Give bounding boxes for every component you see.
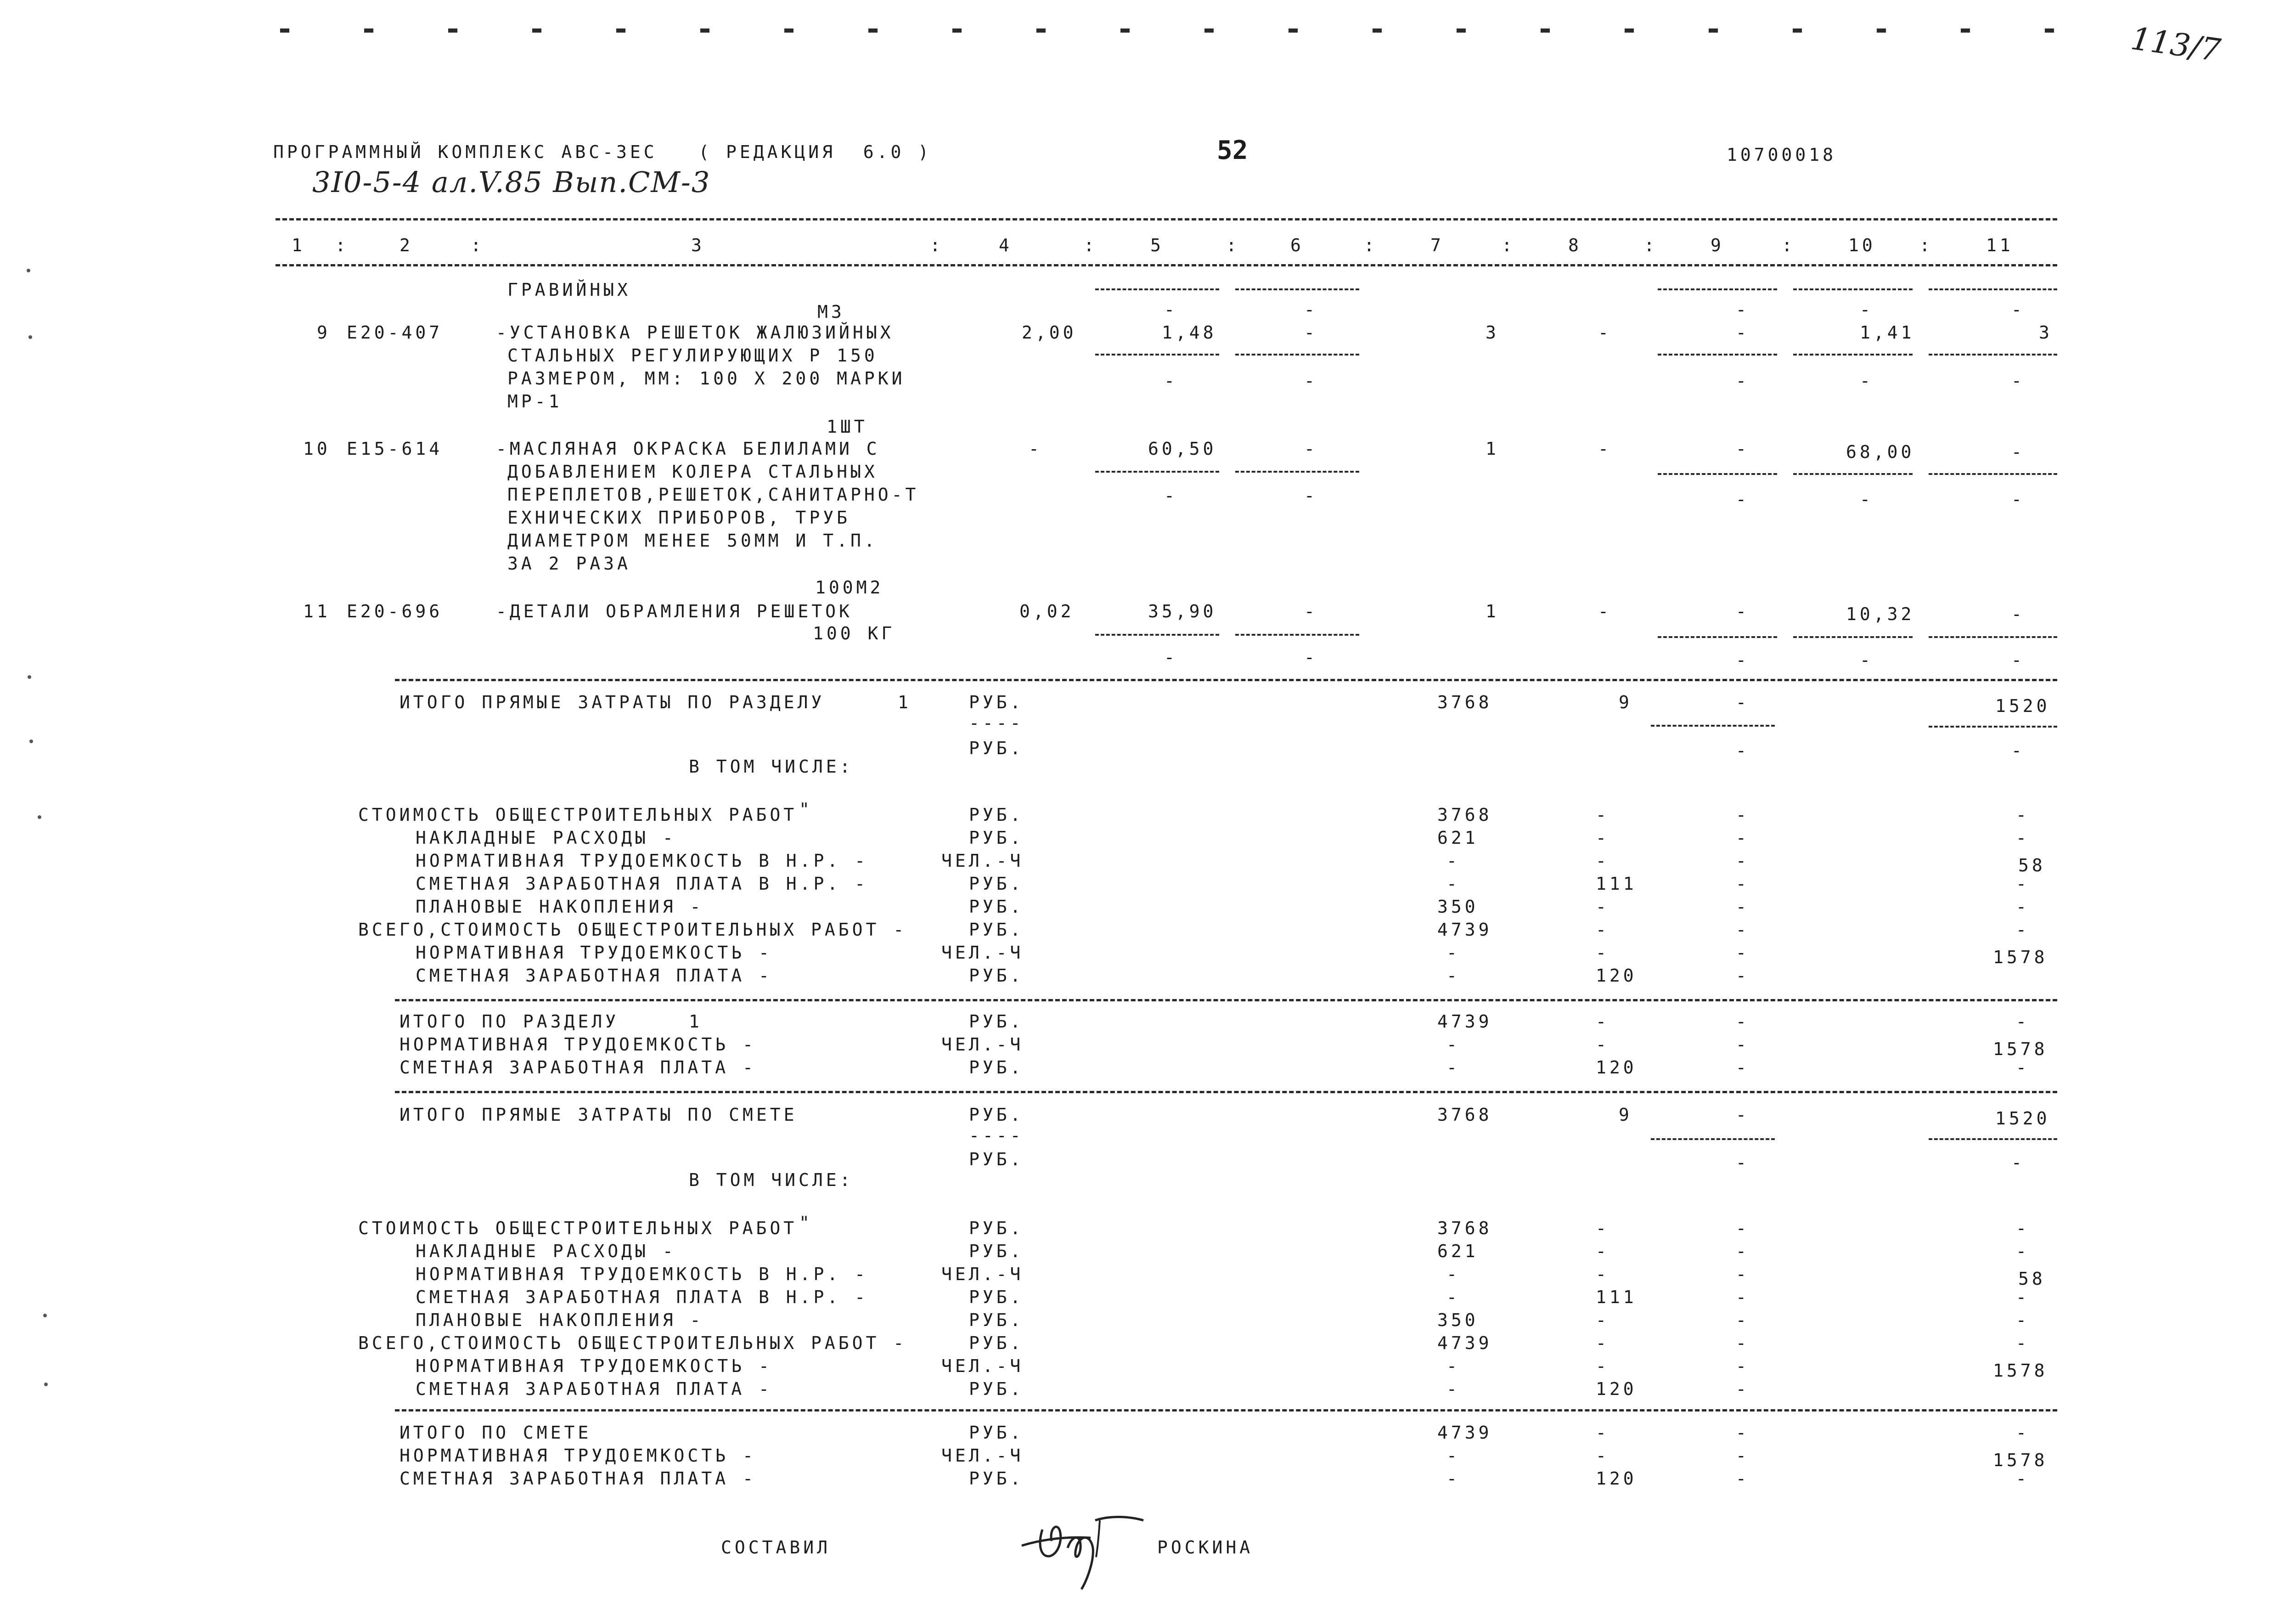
row-unit: М3 — [817, 302, 845, 322]
summary-value-c9: - — [1736, 805, 1750, 825]
summary-value-c7: 621 — [1437, 828, 1479, 848]
signature — [1017, 1502, 1155, 1594]
summary-unit: РУБ. — [969, 1310, 1024, 1330]
summary-unit: РУБ. — [969, 1287, 1024, 1307]
summary-value-c8: - — [1596, 1423, 1609, 1443]
top-mark — [1036, 28, 1046, 33]
summary-value-c9: - — [1736, 851, 1750, 871]
summary-label: СМЕТНАЯ ЗАРАБОТНАЯ ПЛАТА В Н.Р. - — [416, 1287, 868, 1307]
summary-value-c11: 1578 — [1993, 1450, 2048, 1470]
summary-value-c9: - — [1736, 1057, 1750, 1078]
top-mark — [2045, 28, 2054, 33]
program-header: ПРОГРАММНЫЙ КОМПЛЕКС АВС-3ЕС ( РЕДАКЦИЯ 6.0 ) — [273, 142, 932, 162]
summary-value-c8: - — [1596, 805, 1609, 825]
summary-value-c11: - — [2016, 1218, 2030, 1238]
summary-value-c11: - — [2016, 828, 2030, 848]
top-mark — [1709, 28, 1718, 33]
summary-value-c8: 120 — [1596, 1379, 1637, 1399]
summary-value-c7: 350 — [1437, 1310, 1479, 1330]
summary-value-c7: - — [1446, 851, 1460, 871]
summary-unit: РУБ. — [969, 805, 1024, 825]
summary-label: СМЕТНАЯ ЗАРАБОТНАЯ ПЛАТА - — [416, 965, 772, 986]
summary-value-c11: 1578 — [1993, 1361, 2048, 1381]
summary-value-c9: - — [1736, 1218, 1750, 1238]
summary-label: НАКЛАДНЫЕ РАСХОДЫ - — [416, 828, 676, 848]
top-mark — [1289, 28, 1298, 33]
summary-label: НОРМАТИВНАЯ ТРУДОЕМКОСТЬ - — [416, 1356, 772, 1376]
summary-value-c8: - — [1596, 1241, 1609, 1261]
col-header: 11 — [1986, 235, 2014, 255]
col-header: 3 — [691, 235, 705, 255]
summary-value-c7: - — [1446, 1379, 1460, 1399]
summary-value-c11: 58 — [2018, 1269, 2046, 1289]
summary-value-c7: 3768 — [1437, 1218, 1492, 1238]
summary-value-c11: - — [2016, 897, 2030, 917]
summary-value-c11: - — [2016, 1057, 2030, 1078]
summary-label: НАКЛАДНЫЕ РАСХОДЫ - — [416, 1241, 676, 1261]
summary-value-c11: - — [2016, 1287, 2030, 1307]
summary-value-c11: - — [2016, 1011, 2030, 1032]
composed-label: СОСТАВИЛ — [721, 1537, 831, 1558]
top-mark — [784, 28, 793, 33]
summary-value-c9: - — [1736, 1287, 1750, 1307]
summary-label: ПЛАНОВЫЕ НАКОПЛЕНИЯ - — [416, 1310, 704, 1330]
rule — [395, 999, 2057, 1001]
summary-unit: ЧЕЛ.-Ч — [941, 1264, 1024, 1284]
summary-value-c11: - — [2016, 1310, 2030, 1330]
top-mark — [868, 28, 878, 33]
col-header: 5 — [1150, 235, 1164, 255]
summary-value-c7: 350 — [1437, 897, 1479, 917]
summary-value-c8: - — [1596, 1356, 1609, 1376]
summary-value-c8: - — [1596, 920, 1609, 940]
summary-unit: ЧЕЛ.-Ч — [941, 1445, 1024, 1466]
summary-value-c7: - — [1446, 874, 1460, 894]
summary-value-c7: 4739 — [1437, 1333, 1492, 1353]
top-mark — [1625, 28, 1634, 33]
top-mark — [616, 28, 625, 33]
summary-value-c9: - — [1736, 1379, 1750, 1399]
summary-label: НОРМАТИВНАЯ ТРУДОЕМКОСТЬ В Н.Р. - — [416, 851, 868, 871]
summary-value-c9: - — [1736, 1011, 1750, 1032]
top-mark — [1793, 28, 1802, 33]
summary-value-c8: 120 — [1596, 1057, 1637, 1078]
summary-value-c8: 111 — [1596, 1287, 1637, 1307]
top-mark — [1120, 28, 1130, 33]
summary-label: ПЛАНОВЫЕ НАКОПЛЕНИЯ - — [416, 897, 704, 917]
rule — [395, 1409, 2057, 1411]
summary-label: НОРМАТИВНАЯ ТРУДОЕМКОСТЬ - — [400, 1445, 756, 1466]
rule — [276, 264, 2057, 266]
edge-dot — [27, 269, 30, 272]
summary-value-c9: - — [1736, 1264, 1750, 1284]
summary-label: НОРМАТИВНАЯ ТРУДОЕМКОСТЬ В Н.Р. - — [416, 1264, 868, 1284]
summary-tail: " — [799, 799, 813, 819]
top-mark — [1373, 28, 1382, 33]
summary-value-c9: - — [1736, 1468, 1750, 1489]
summary-value-c9: - — [1736, 1310, 1750, 1330]
col-header: 8 — [1568, 235, 1582, 255]
summary-value-c9: - — [1736, 1241, 1750, 1261]
summary-unit: РУБ. — [969, 1057, 1024, 1078]
corner-mark: 113/7 — [2128, 20, 2223, 69]
composer-name: РОСКИНА — [1157, 1537, 1254, 1558]
top-mark — [364, 28, 373, 33]
summary-tail: " — [799, 1213, 813, 1233]
summary-value-c8: - — [1596, 1011, 1609, 1032]
col-header: 1 — [292, 235, 305, 255]
top-mark — [448, 28, 457, 33]
edge-dot — [38, 815, 41, 819]
summary-value-c7: 621 — [1437, 1241, 1479, 1261]
col-header: 2 — [400, 235, 413, 255]
summary-value-c11: - — [2016, 805, 2030, 825]
summary-value-c9: - — [1736, 1034, 1750, 1055]
summary-unit: РУБ. — [969, 897, 1024, 917]
summary-label: ВСЕГО,СТОИМОСТЬ ОБЩЕСТРОИТЕЛЬНЫХ РАБОТ - — [358, 1333, 907, 1353]
col-header: 6 — [1290, 235, 1304, 255]
top-mark — [952, 28, 962, 33]
summary-value-c8: - — [1596, 828, 1609, 848]
col-header: 10 — [1848, 235, 1876, 255]
summary-unit: РУБ. — [969, 828, 1024, 848]
summary-unit: РУБ. — [969, 920, 1024, 940]
edge-dot — [43, 1314, 47, 1317]
row-desc: ГРАВИЙНЫХ — [507, 280, 631, 300]
summary-value-c9: - — [1736, 1445, 1750, 1466]
summary-value-c9: - — [1736, 965, 1750, 986]
summary-unit: РУБ. — [969, 1333, 1024, 1353]
edge-dot — [28, 335, 32, 339]
summary-value-c11: 1578 — [1993, 1039, 2048, 1059]
top-mark — [1877, 28, 1886, 33]
summary-value-c7: 4739 — [1437, 1423, 1492, 1443]
summary-value-c8: - — [1596, 1333, 1609, 1353]
summary-value-c11: 1578 — [1993, 947, 2048, 967]
top-mark — [1541, 28, 1550, 33]
top-mark — [280, 28, 289, 33]
document-page: ПРОГРАММНЫЙ КОМПЛЕКС АВС-3ЕС ( РЕДАКЦИЯ 6.0 ) 52 10700018 3I0-5-4 ал.V.85 Вып.СМ-3 113/7 1 : 2 : 3 : 4 : 5 : 6 : 7 : 8 : 9 : 10 : 11 ГРАВИЙНЫХ М3 - - - - - 9 Е20-407 -УСТАНОВКА РЕШЕТОК ЖАЛЮЗИЙНЫХ СТАЛЬНЫХ РЕГУЛИРУЮЩИХ Р 150 РАЗМЕРОМ, ММ: 100 Х 200 МАРКИ МР-1 1ШТ 2,00 1,48 - 3 - - 1,41 3 - - - - - 10 Е15-614 -МАСЛЯНАЯ ОКРАСКА БЕЛИЛАМИ С ДОБАВЛЕНИЕМ КОЛЕРА СТАЛЬНЫХ ПЕРЕПЛЕТОВ,РЕШЕТОК,САНИТАРНО-Т ЕХНИЧЕСКИХ ПРИБОРОВ, ТРУБ ДИАМЕТРОМ МЕНЕЕ 50ММ И Т.П. ЗА 2 РАЗА 100М2 - 60,50 - 1 - - 68,00 - - - - - - 11 Е20-696 -ДЕТАЛИ ОБРАМЛЕНИЯ РЕШЕТОК 100 КГ 0,02 35,90 - 1 - - 10,32 - - - - - - ИТОГО ПРЯМЫЕ ЗАТРАТЫ ПО РАЗДЕЛУ 1 РУБ. ---- РУБ. 3768 9 - - 1520 - В ТОМ ЧИСЛЕ: СТОИМОСТЬ ОБЩЕСТРОИТЕЛЬНЫХ РАБОТ " РУБ. 3768 - - - НАКЛАДНЫЕ РАСХОДЫ - РУБ. 621 - - - НОРМАТИВНАЯ ТРУДОЕМКОСТЬ В Н.Р. - ЧЕЛ.-Ч - - - 58 СМЕТНАЯ ЗАРАБОТНАЯ ПЛАТА В Н.Р. - РУБ. - 111 - - ПЛАНОВЫЕ НАКОПЛЕНИЯ - РУБ. 350 - - - ВСЕГО,СТОИМОСТЬ ОБЩЕСТРОИТЕЛЬНЫХ РАБОТ - РУБ. 4739 - - - НОРМАТИВНАЯ ТРУДОЕМКОСТЬ - ЧЕЛ.-Ч - - - 1578 СМЕТНАЯ ЗАРАБОТНАЯ ПЛАТА - РУБ. - 120 - ИТОГО ПО РАЗДЕЛУ 1 РУБ. 4739 - - - НОРМАТИВНАЯ ТРУДОЕМКОСТЬ - ЧЕЛ.-Ч - - - 1578 СМЕТНАЯ ЗАРАБОТНАЯ ПЛАТА - РУБ. - 120 - - ИТОГО ПРЯМЫЕ ЗАТРАТЫ ПО СМЕТЕ РУБ. ---- РУБ. 3768 9 - - 1520 - В ТОМ ЧИСЛЕ: СТОИМОСТЬ ОБЩЕСТРОИТЕЛЬНЫХ РАБОТ " РУБ. 3768 - - - НАКЛАДНЫЕ РАСХОДЫ - РУБ. 621 - - - НОРМАТИВНАЯ ТРУДОЕМКОСТЬ В Н.Р. - ЧЕЛ.-Ч - - - 58 СМЕТНАЯ ЗАРАБОТНАЯ ПЛАТА В Н.Р. - РУБ. - 111 - - ПЛАНОВЫЕ НАКОПЛЕНИЯ - РУБ. 350 - - - ВСЕГО,СТОИМОСТЬ ОБЩЕСТРОИТЕЛЬНЫХ РАБОТ - РУБ. 4739 - - - НОРМАТИВНАЯ ТРУДОЕМКОСТЬ - ЧЕЛ.-Ч - - - 1578 СМЕТНАЯ ЗАРАБОТНАЯ ПЛАТА - РУБ. - 120 - ИТОГО ПО СМЕТЕ РУБ. 4739 - - - НОРМАТИВНАЯ ТРУДОЕМКОСТЬ - ЧЕЛ.-Ч - - - 1578 СМЕТНАЯ ЗАРАБОТНАЯ ПЛАТА - РУБ. - 120 - - СОСТАВИЛ РОСКИНА — [0, 0, 2296, 1609]
summary-unit: РУБ. — [969, 874, 1024, 894]
summary-value-c7: - — [1446, 1445, 1460, 1466]
summary-value-c8: - — [1596, 1310, 1609, 1330]
edge-dot — [44, 1383, 48, 1386]
summary-value-c7: - — [1446, 1057, 1460, 1078]
summary-value-c11: - — [2016, 1241, 2030, 1261]
summary-unit: РУБ. — [969, 1379, 1024, 1399]
summary-value-c8: - — [1596, 851, 1609, 871]
signature-image — [1017, 1502, 1155, 1594]
summary-value-c9: - — [1736, 828, 1750, 848]
summary-value-c9: - — [1736, 1333, 1750, 1353]
summary-value-c7: - — [1446, 1264, 1460, 1284]
col-header: 9 — [1711, 235, 1724, 255]
summary-value-c8: 120 — [1596, 965, 1637, 986]
summary-value-c7: - — [1446, 1356, 1460, 1376]
summary-value-c11: - — [2016, 1423, 2030, 1443]
summary-value-c7: - — [1446, 1468, 1460, 1489]
summary-value-c9: - — [1736, 1423, 1750, 1443]
summary-unit: РУБ. — [969, 1218, 1024, 1238]
summary-label: СТОИМОСТЬ ОБЩЕСТРОИТЕЛЬНЫХ РАБОТ — [358, 805, 798, 825]
summary-value-c7: - — [1446, 965, 1460, 986]
summary-value-c7: - — [1446, 943, 1460, 963]
document-code: 10700018 — [1727, 145, 1837, 165]
summary-value-c8: - — [1596, 1264, 1609, 1284]
rule — [395, 679, 2057, 681]
summary-section-no: 1 — [689, 1011, 703, 1032]
summary-label: НОРМАТИВНАЯ ТРУДОЕМКОСТЬ - — [400, 1034, 756, 1055]
summary-value-c8: - — [1596, 1034, 1609, 1055]
col-header: 7 — [1430, 235, 1444, 255]
summary-unit: РУБ. — [969, 1241, 1024, 1261]
summary-unit: РУБ. — [969, 965, 1024, 986]
top-mark — [1961, 28, 1970, 33]
col-header: 4 — [999, 235, 1013, 255]
top-mark — [1204, 28, 1214, 33]
summary-value-c11: - — [2016, 874, 2030, 894]
rule — [395, 1091, 2057, 1093]
summary-value-c8: - — [1596, 1445, 1609, 1466]
summary-value-c9: - — [1736, 874, 1750, 894]
summary-value-c7: - — [1446, 1287, 1460, 1307]
summary-value-c7: 3768 — [1437, 805, 1492, 825]
summary-label: СМЕТНАЯ ЗАРАБОТНАЯ ПЛАТА В Н.Р. - — [416, 874, 868, 894]
summary-value-c7: - — [1446, 1034, 1460, 1055]
summary-value-c8: - — [1596, 897, 1609, 917]
summary-label: НОРМАТИВНАЯ ТРУДОЕМКОСТЬ - — [416, 943, 772, 963]
summary-unit: РУБ. — [969, 1468, 1024, 1489]
top-mark — [532, 28, 541, 33]
edge-dot — [28, 675, 31, 679]
summary-value-c8: 111 — [1596, 874, 1637, 894]
summary-value-c8: - — [1596, 1218, 1609, 1238]
summary-value-c11: - — [2016, 1333, 2030, 1353]
summary-label: СТОИМОСТЬ ОБЩЕСТРОИТЕЛЬНЫХ РАБОТ — [358, 1218, 798, 1238]
summary-label: ВСЕГО,СТОИМОСТЬ ОБЩЕСТРОИТЕЛЬНЫХ РАБОТ - — [358, 920, 907, 940]
summary-value-c11: - — [2016, 920, 2030, 940]
summary-value-c9: - — [1736, 943, 1750, 963]
summary-value-c8: - — [1596, 943, 1609, 963]
handwritten-code: 3I0-5-4 ал.V.85 Вып.СМ-3 — [312, 165, 711, 199]
summary-value-c11: 58 — [2018, 855, 2046, 875]
top-mark — [1457, 28, 1466, 33]
summary-unit: РУБ. — [969, 1423, 1024, 1443]
summary-value-c9: - — [1736, 920, 1750, 940]
summary-unit: ЧЕЛ.-Ч — [941, 943, 1024, 963]
summary-label: ИТОГО ПО РАЗДЕЛУ — [400, 1011, 619, 1032]
top-mark — [700, 28, 709, 33]
summary-unit: РУБ. — [969, 1011, 1024, 1032]
summary-unit: ЧЕЛ.-Ч — [941, 1034, 1024, 1055]
summary-value-c7: 4739 — [1437, 1011, 1492, 1032]
edge-dot — [29, 740, 33, 743]
summary-value-c7: 4739 — [1437, 920, 1492, 940]
summary-value-c9: - — [1736, 1356, 1750, 1376]
summary-value-c11: - — [2016, 1468, 2030, 1489]
summary-value-c9: - — [1736, 897, 1750, 917]
page-number: 52 — [1217, 135, 1248, 165]
summary-unit: ЧЕЛ.-Ч — [941, 851, 1024, 871]
summary-label: СМЕТНАЯ ЗАРАБОТНАЯ ПЛАТА - — [400, 1468, 756, 1489]
summary-label: СМЕТНАЯ ЗАРАБОТНАЯ ПЛАТА - — [400, 1057, 756, 1078]
rule — [276, 218, 2057, 220]
summary-label: СМЕТНАЯ ЗАРАБОТНАЯ ПЛАТА - — [416, 1379, 772, 1399]
summary-unit: ЧЕЛ.-Ч — [941, 1356, 1024, 1376]
summary-value-c8: 120 — [1596, 1468, 1637, 1489]
summary-label: ИТОГО ПО СМЕТЕ — [400, 1423, 592, 1443]
